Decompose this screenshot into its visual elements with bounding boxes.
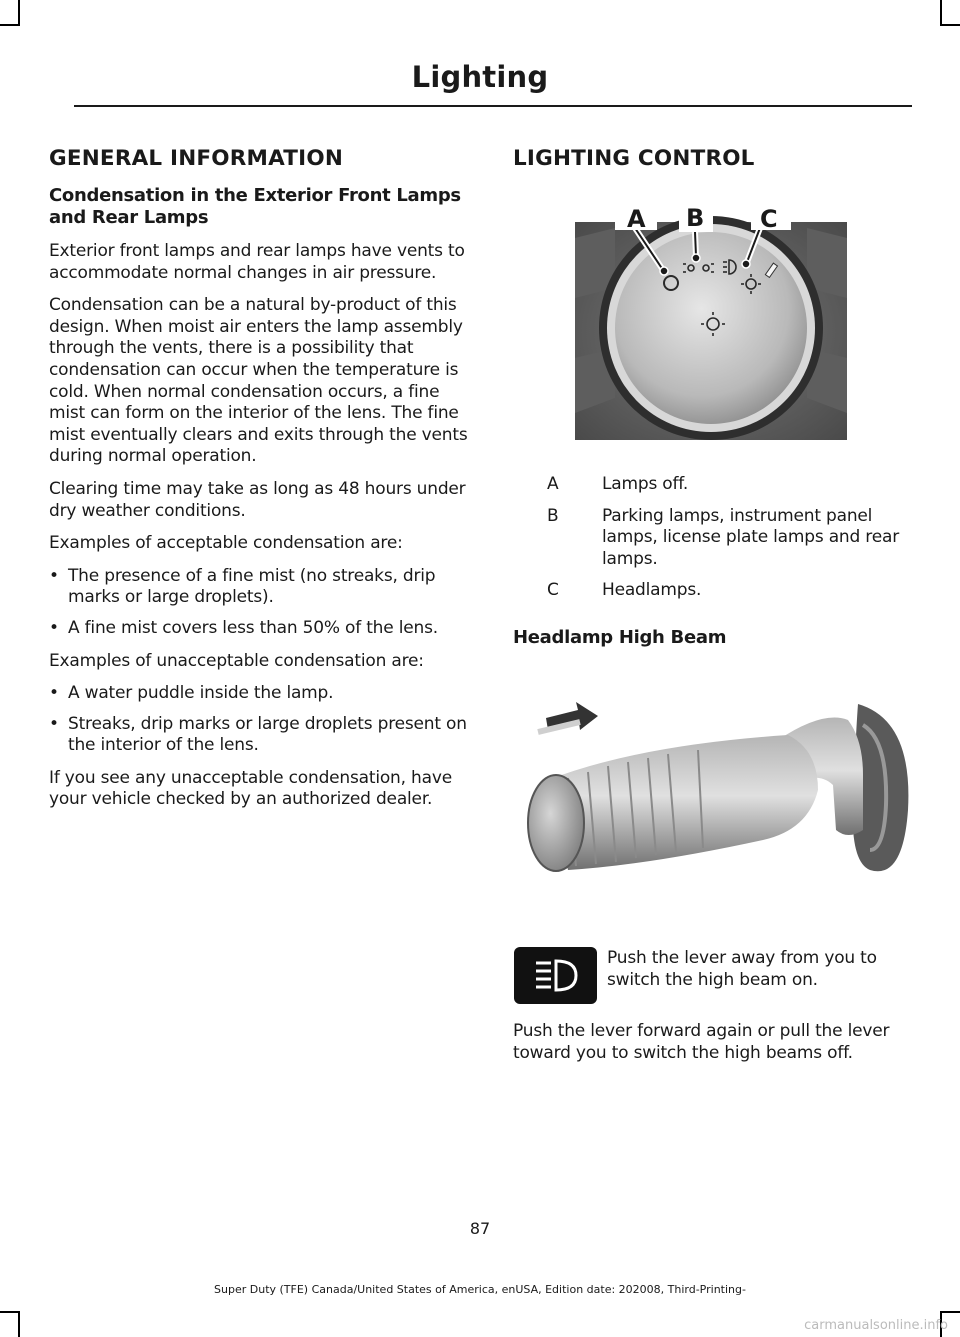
list-item: • A water puddle inside the lamp. (49, 683, 477, 705)
page-title: Lighting (411, 60, 549, 94)
callout-label-c: C (760, 205, 778, 233)
legend-text: Lamps off. (602, 474, 689, 494)
paragraph: Clearing time may take as long as 48 hours under dry weather conditions. (49, 478, 466, 521)
legend-text: Headlamps. (602, 580, 702, 601)
acceptable-list (49, 566, 477, 640)
subheading-condensation: Condensation in the Exterior Front Lamps and Rear Lamps (49, 185, 461, 228)
crop-mark (940, 24, 960, 26)
high-beam-icon (514, 947, 597, 1004)
crop-mark (0, 24, 20, 26)
paragraph: Exterior front lamps and rear lamps have vents to accommodate normal changes in air pressure. (49, 241, 465, 283)
lighting-control-figure (575, 198, 847, 440)
page-number: 87 (469, 1219, 491, 1238)
paragraph: Examples of acceptable condensation are: (49, 533, 403, 554)
paragraph: If you see any unacceptable condensation, have your vehicle checked by an authorized dealer. (49, 767, 452, 810)
legend-key: B (547, 505, 559, 526)
legend-row-a (513, 474, 913, 496)
legend-row-b (513, 506, 913, 571)
watermark: carmanualsonline.info (804, 1318, 948, 1333)
list-item: • Streaks, drip marks or large droplets present on the interior of the lens. (49, 714, 477, 757)
dial-knob (615, 232, 807, 424)
header-divider (74, 105, 912, 107)
crop-mark (940, 0, 942, 26)
icon-caption: Push the lever away from you to switch the high beam on. (607, 948, 877, 990)
multifunction-lever-illustration (518, 690, 913, 908)
crop-mark (18, 1311, 20, 1337)
right-column (513, 146, 913, 185)
legend-key: C (547, 580, 559, 601)
callout-label-b: B (686, 204, 705, 232)
legend-row-c (513, 580, 913, 602)
page-footer: Super Duty (TFE) Canada/United States of America, enUSA, Edition date: 202008, Third-Printing- (214, 1283, 746, 1296)
figure-legend (513, 474, 913, 612)
section-heading-lighting-control: LIGHTING CONTROL (513, 146, 755, 171)
lever-body (548, 735, 818, 870)
legend-text: Parking lamps, instrument panel lamps, license plate lamps and rear lamps. (602, 505, 899, 569)
callout-label-a: A (627, 205, 646, 233)
list-item: • The presence of a fine mist (no streaks, drip marks or large droplets). (49, 566, 477, 609)
unacceptable-list (49, 683, 477, 757)
crop-mark (0, 1311, 20, 1313)
paragraph: Push the lever forward again or pull the lever toward you to switch the high beams off. (513, 1021, 890, 1063)
crop-mark (18, 0, 20, 26)
headlamp-switch-illustration (575, 198, 847, 440)
crop-mark (940, 1311, 960, 1313)
lever-end-cap (528, 775, 584, 871)
high-beam-indicator-icon (514, 947, 597, 1004)
paragraph: Condensation can be a natural by-product of this design. When moist air enters the lamp assembly through the vents, there is a possibility that condensation can occur when the temperature is cold. When normal condensation occurs, a fine mist can form on the interior of the lens. The fine mist eventually clears and exits through the vents during normal operation. (49, 295, 468, 467)
legend-key: A (547, 474, 559, 494)
paragraph: Examples of unacceptable condensation are: (49, 650, 424, 671)
list-item: • A fine mist covers less than 50% of the lens. (49, 618, 477, 640)
left-column (49, 146, 477, 822)
section-heading-general-information: GENERAL INFORMATION (49, 146, 344, 171)
lever-figure (518, 690, 913, 908)
subheading-headlamp-high-beam: Headlamp High Beam (513, 627, 727, 648)
